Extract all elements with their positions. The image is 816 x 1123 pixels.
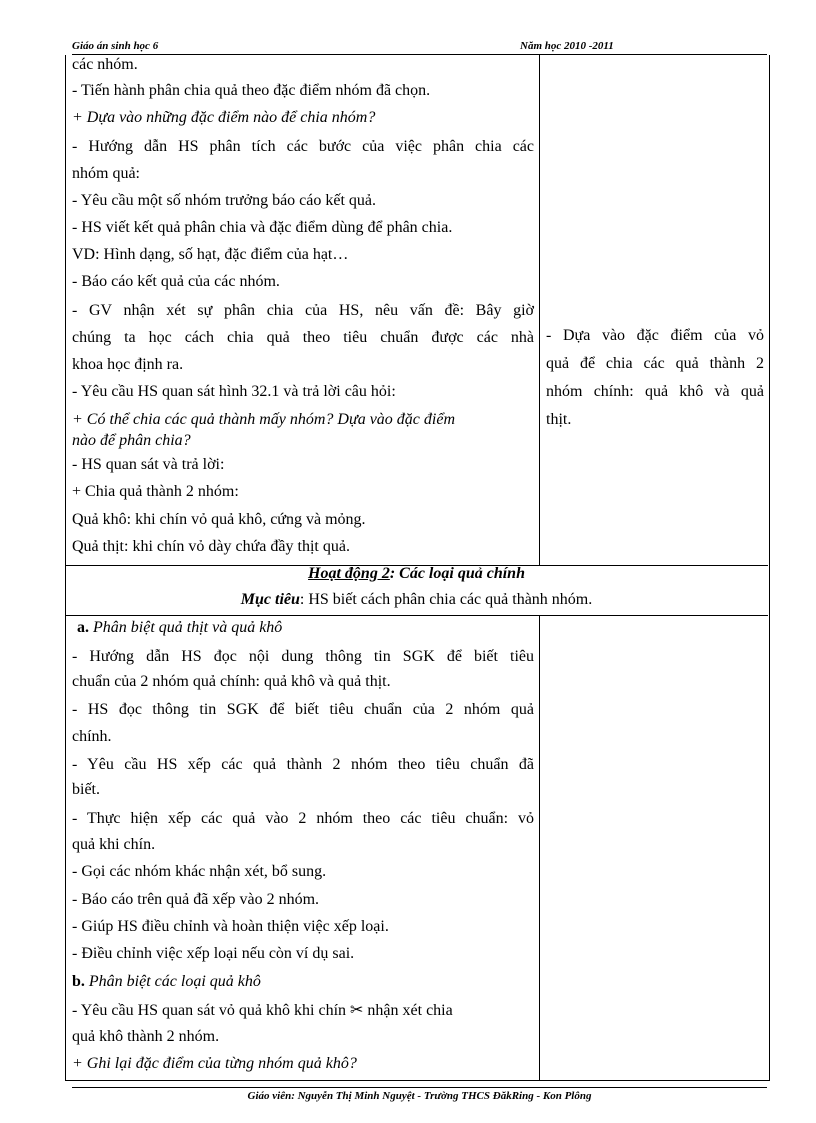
text-line: biết. xyxy=(72,781,100,798)
text-line: Quả khô: khi chín vỏ quả khô, cứng và mỏng. xyxy=(72,511,366,528)
summary-line: quả để chia các quả thành 2 xyxy=(546,355,764,372)
text-line: - Thực hiện xếp các quả vào 2 nhóm theo các tiêu chuẩn: vỏ xyxy=(72,810,534,827)
text-line: khoa học định ra. xyxy=(72,356,184,373)
activity-title-underlined: Hoạt động 2 xyxy=(308,565,390,582)
text-line: - Tiến hành phân chia quả theo đặc điểm nhóm đã chọn. xyxy=(72,82,431,99)
goal-text: : HS biết cách phân chia các quả thành nhóm. xyxy=(299,591,593,608)
text-line: quả khô thành 2 nhóm. xyxy=(72,1028,220,1045)
text-line: + Ghi lại đặc điểm của từng nhóm quả khô? xyxy=(72,1055,357,1072)
text-line: - Gọi các nhóm khác nhận xét, bổ sung. xyxy=(72,863,327,880)
summary-note xyxy=(546,322,764,434)
page-footer: Giáo viên: Nguyễn Thị Minh Nguyệt - Trường THCS ĐăkRing - Kon Plông xyxy=(247,1090,592,1102)
scissors-icon: ✂ xyxy=(350,1000,364,1019)
text-line: - HS quan sát và trả lời: xyxy=(72,456,225,473)
text-line: chuẩn của 2 nhóm quả chính: quả khô và quả thịt. xyxy=(72,673,391,690)
column-divider-top xyxy=(539,55,540,565)
text-line: - Báo cáo trên quả đã xếp vào 2 nhóm. xyxy=(72,891,320,908)
text-line: - Yêu cầu một số nhóm trưởng báo cáo kết quả. xyxy=(72,192,377,209)
section-a-title: Phân biệt quả thịt và quả khô xyxy=(93,619,283,636)
text-line: - HS viết kết quả phân chia và đặc điểm dùng để phân chia. xyxy=(72,219,453,236)
text-line: - Hướng dẫn HS phân tích các bước của việc phân chia các xyxy=(72,138,534,155)
goal-label: Mục tiêu xyxy=(240,591,300,608)
footer-rule xyxy=(72,1087,767,1088)
text-line: - Báo cáo kết quả của các nhóm. xyxy=(72,273,280,290)
text-line: các nhóm. xyxy=(72,56,138,73)
text-line: + Chia quả thành 2 nhóm: xyxy=(72,483,239,500)
text-line: chính. xyxy=(72,728,112,745)
summary-line: - Dựa vào đặc điểm của vỏ xyxy=(546,327,764,344)
text-line: - Điều chỉnh việc xếp loại nếu còn ví dụ sai. xyxy=(72,945,355,962)
activity-title xyxy=(65,564,768,584)
text-line: + Dựa vào những đặc điểm nào để chia nhóm? xyxy=(72,109,376,126)
text-line: nhóm quả: xyxy=(72,165,140,182)
text-line: quả khi chín. xyxy=(72,836,156,853)
text-line: VD: Hình dạng, số hạt, đặc điểm của hạt… xyxy=(72,246,349,263)
text-line: - GV nhận xét sự phân chia của HS, nêu vấn đề: Bây giờ xyxy=(72,302,534,319)
section-b-title: Phân biệt các loại quả khô xyxy=(88,973,261,990)
text-line: - Yêu cầu HS quan sát hình 32.1 và trả lời câu hỏi: xyxy=(72,383,396,400)
summary-line: nhóm chính: quả khô và quả xyxy=(546,383,764,400)
b-line1-start: - Yêu cầu HS quan sát vỏ quả khô khi chín xyxy=(72,1002,347,1019)
page-header xyxy=(72,40,767,54)
text-line: nào để phân chia? xyxy=(72,432,191,449)
column-divider-bottom xyxy=(539,615,540,1080)
text-line: - Giúp HS điều chỉnh và hoàn thiện việc xếp loại. xyxy=(72,918,389,935)
text-line xyxy=(72,1000,534,1021)
section-b-heading xyxy=(72,972,534,992)
text-line: + Có thể chia các quả thành mấy nhóm? Dựa vào đặc điểm xyxy=(72,411,456,428)
section-a-label: a. xyxy=(77,619,89,636)
text-line: - Yêu cầu HS xếp các quả thành 2 nhóm theo tiêu chuẩn đã xyxy=(72,756,534,773)
activity-title-rest: : Các loại quả chính xyxy=(389,565,525,582)
text-line: - HS đọc thông tin SGK để biết tiêu chuẩn của 2 nhóm quả xyxy=(72,701,534,718)
text-line: chúng ta học cách chia quả theo tiêu chuẩn được các nhà xyxy=(72,329,534,346)
header-right: Năm học 2010 -2011 xyxy=(520,40,614,52)
text-line: - Hướng dẫn HS đọc nội dung thông tin SGK để biết tiêu xyxy=(72,648,534,665)
summary-line: thịt. xyxy=(546,411,572,428)
section-a-heading xyxy=(77,618,539,638)
activity-goal xyxy=(65,590,768,610)
row-divider-2 xyxy=(65,615,768,616)
b-line1-end: nhận xét chia xyxy=(367,1002,453,1019)
text-line: Quả thịt: khi chín vỏ dày chứa đầy thịt quả. xyxy=(72,538,350,555)
header-left: Giáo án sinh học 6 xyxy=(72,40,159,52)
section-b-label: b. xyxy=(72,973,85,990)
